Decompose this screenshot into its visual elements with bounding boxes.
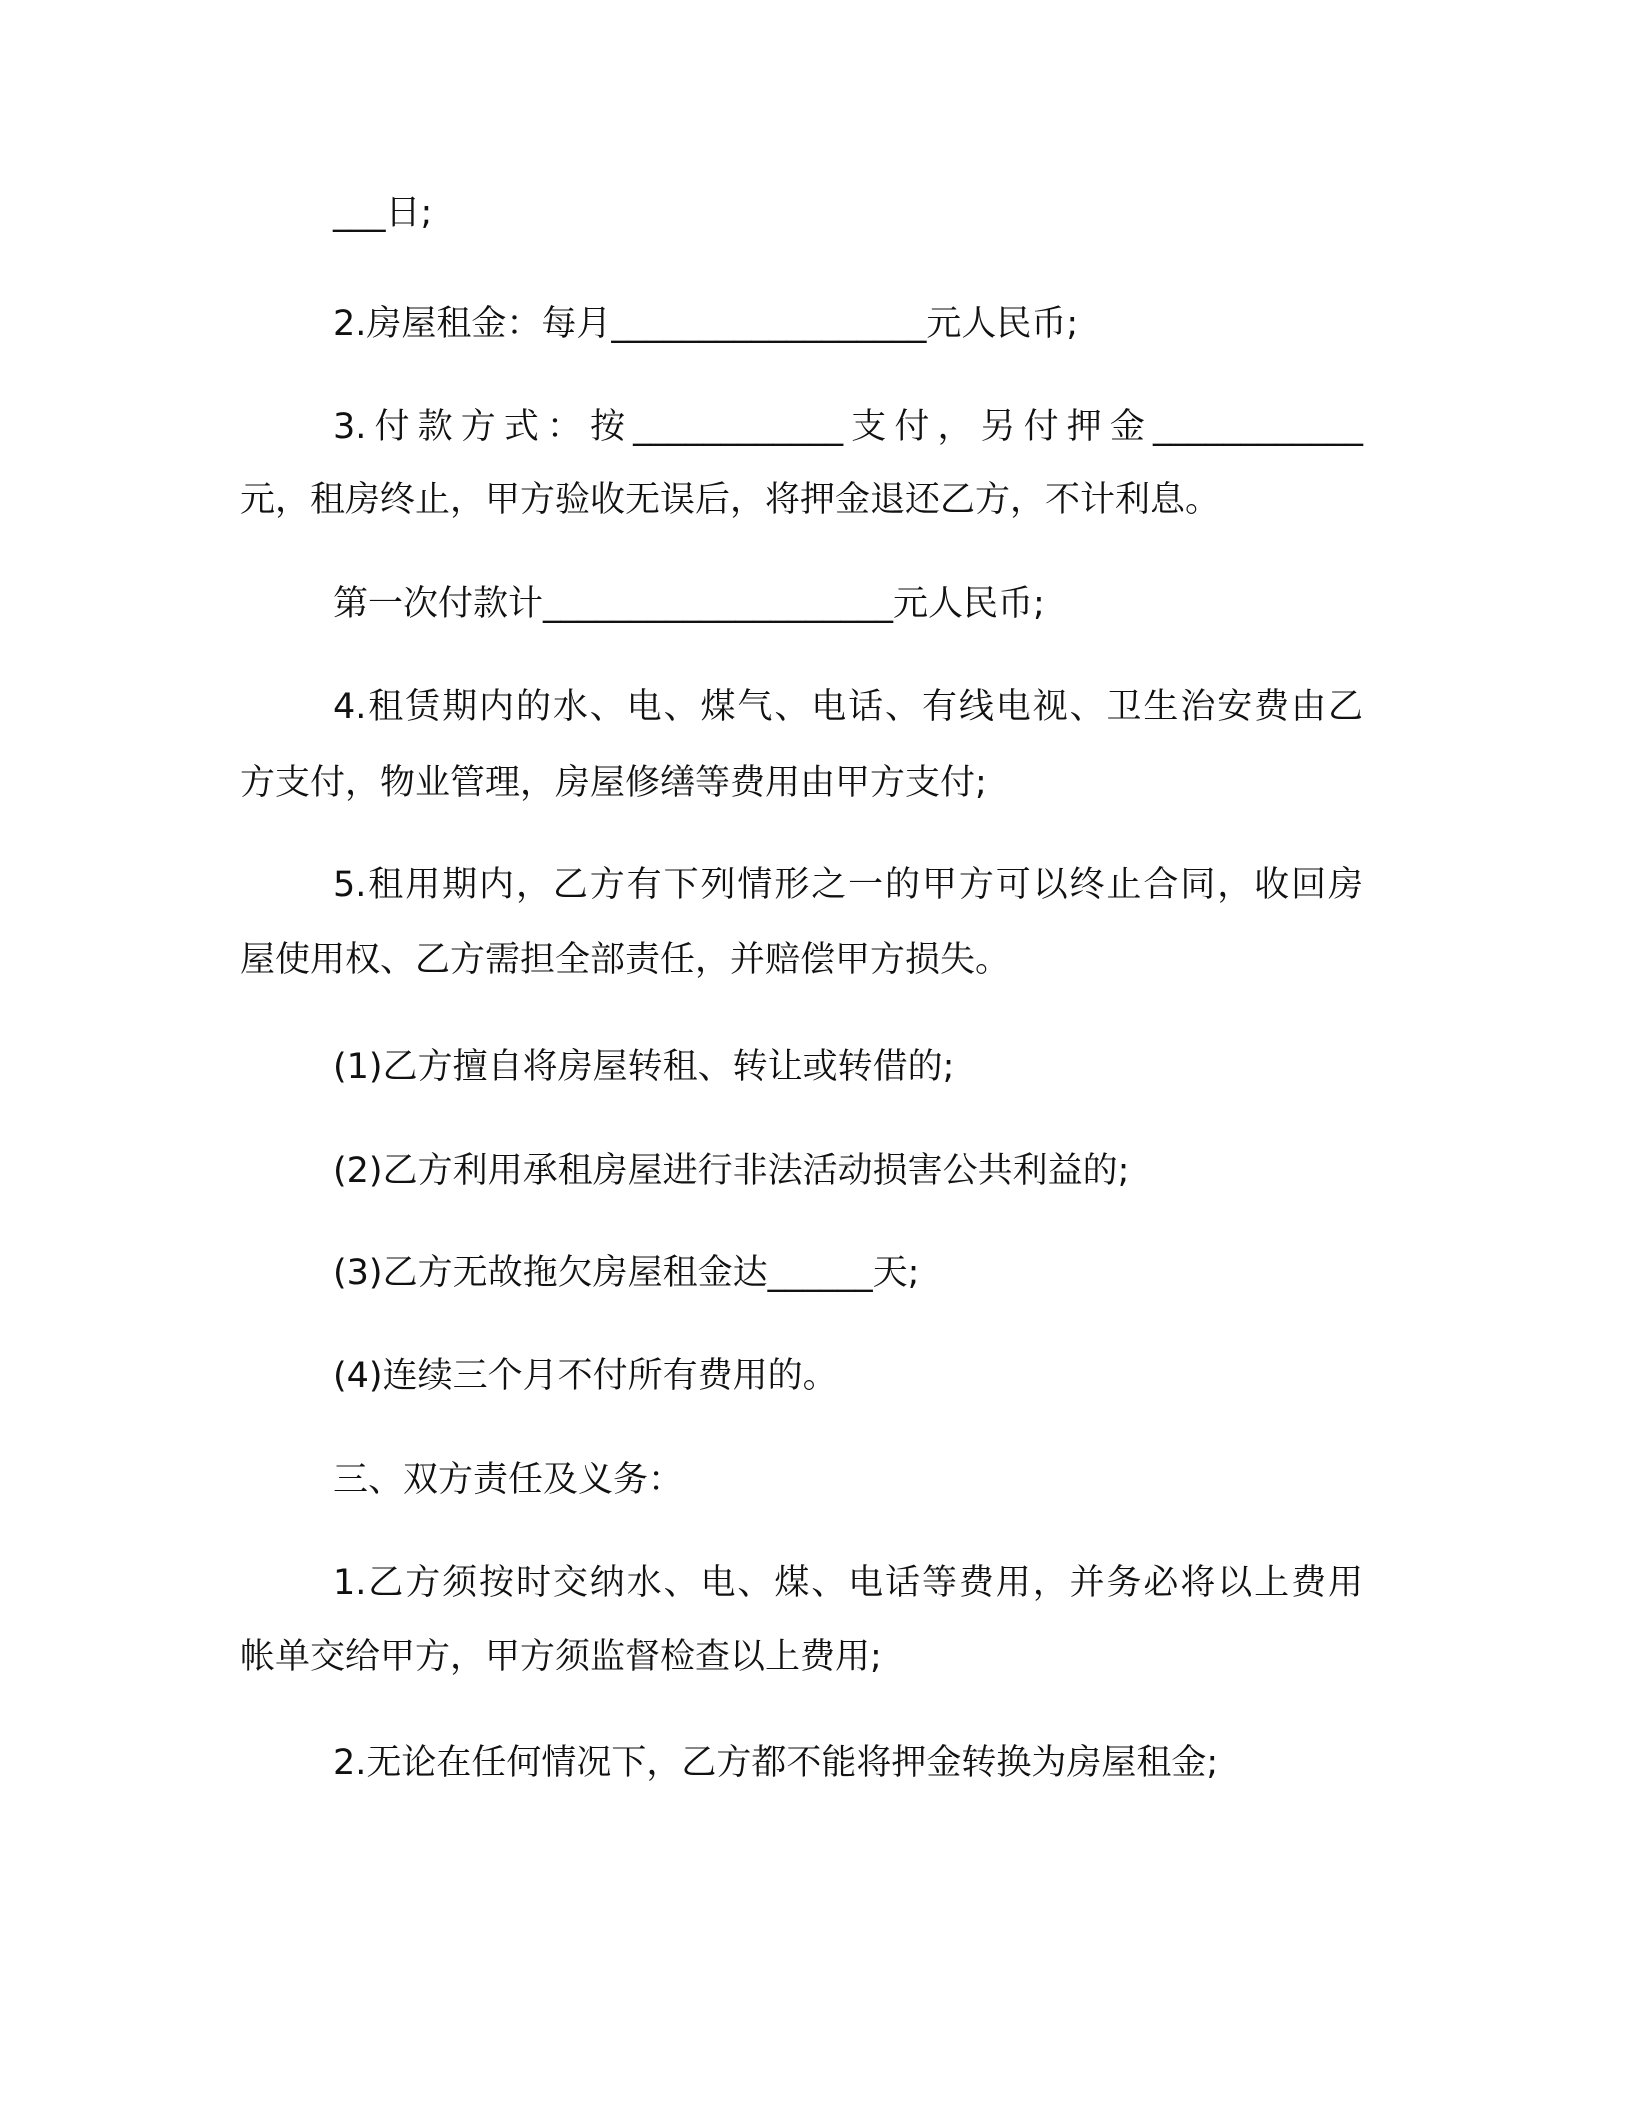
first-payment-line: 第一次付款计____________________元人民币; — [333, 584, 1045, 624]
date-day-line: ___日; — [333, 193, 433, 233]
termination-item-3: (3)乙方无故拖欠房屋租金达______天; — [333, 1253, 920, 1293]
termination-item-1: (1)乙方擅自将房屋转租、转让或转借的; — [333, 1047, 955, 1087]
responsibility-2: 2.无论在任何情况下，乙方都不能将押金转换为房屋租金; — [333, 1743, 1219, 1783]
utilities-clause-line-1: 4.租赁期内的水、电、煤气、电话、有线电视、卫生治安费由乙 — [333, 687, 1363, 727]
utilities-clause-line-2: 方支付，物业管理，房屋修缮等费用由甲方支付; — [240, 763, 987, 803]
termination-item-2: (2)乙方利用承租房屋进行非法活动损害公共利益的; — [333, 1151, 1130, 1191]
termination-clause-line-2: 屋使用权、乙方需担全部责任，并赔偿甲方损失。 — [240, 940, 1011, 980]
section-heading-responsibilities: 三、双方责任及义务： — [333, 1460, 684, 1500]
responsibility-1-line-1: 1.乙方须按时交纳水、电、煤、电话等费用，并务必将以上费用 — [333, 1563, 1363, 1603]
payment-clause-line-2: 元，租房终止，甲方验收无误后，将押金退还乙方，不计利息。 — [240, 480, 1221, 520]
payment-clause-line-1: 3.付款方式：按____________支付，另付押金____________ — [333, 407, 1363, 447]
termination-item-4: (4)连续三个月不付所有费用的。 — [333, 1356, 838, 1396]
rent-clause: 2.房屋租金：每月__________________元人民币; — [333, 304, 1079, 344]
responsibility-1-line-2: 帐单交给甲方，甲方须监督检查以上费用; — [240, 1637, 882, 1677]
termination-clause-line-1: 5.租用期内，乙方有下列情形之一的甲方可以终止合同，收回房 — [333, 865, 1363, 905]
